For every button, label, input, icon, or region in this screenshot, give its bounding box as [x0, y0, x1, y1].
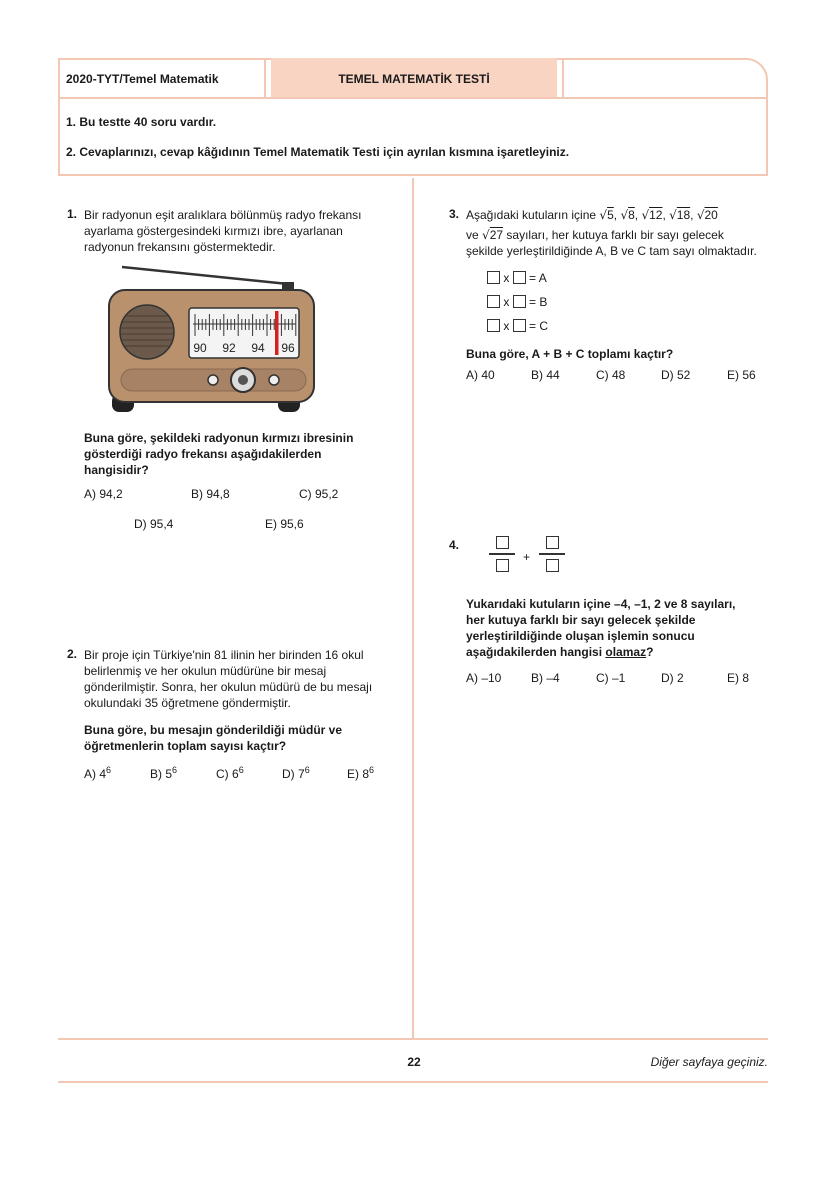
- radio-figure: [100, 262, 330, 422]
- q1-option-d[interactable]: D) 95,4: [134, 517, 174, 531]
- question-1-text-line: Bir radyonun eşit aralıklara bölünmüş radyo frekansı: [84, 208, 362, 222]
- q4-option-e[interactable]: E) 8: [727, 671, 750, 685]
- sqrt-symbol: √: [669, 208, 677, 222]
- question-2-prompt-line: Buna göre, bu mesajın gönderildiği müdür ve: [84, 723, 343, 737]
- question-4-prompt: [466, 596, 786, 660]
- question-3-prompt: Buna göre, A + B + C toplamı kaçtır?: [466, 347, 674, 361]
- box-row-c: [487, 318, 548, 334]
- times-sign: x: [503, 271, 510, 285]
- q1-option-a[interactable]: A) 94,2: [84, 487, 123, 501]
- option-letter: D): [282, 767, 298, 781]
- column-divider: [412, 178, 414, 1038]
- question-4-prompt-line: Yukarıdaki kutuların içine –4, –1, 2 ve 8 sayıları,: [466, 597, 736, 611]
- question-1-prompt-line: gösterdiği radyo frekansı aşağıdakilerden: [84, 447, 322, 461]
- q3-option-a[interactable]: A) 40: [466, 368, 495, 382]
- question-1-prompt: [84, 430, 404, 478]
- fraction-bar: [539, 553, 565, 555]
- question-1-text-line: radyonun frekansını göstermektedir.: [84, 240, 276, 254]
- q3-option-c[interactable]: C) 48: [596, 368, 626, 382]
- dial-label-96: 96: [281, 341, 295, 355]
- question-3-text: sayıları, her kutuya farklı bir sayı gelecek: [506, 228, 724, 242]
- q4-option-a[interactable]: A) –10: [466, 671, 502, 685]
- q2-option-a[interactable]: [84, 765, 111, 781]
- question-4-prompt-line: [466, 644, 786, 660]
- fraction-left: [489, 536, 515, 572]
- option-letter: C): [216, 767, 232, 781]
- dial-label-90: 90: [193, 341, 207, 355]
- q1-option-b[interactable]: B) 94,8: [191, 487, 230, 501]
- times-sign: x: [503, 295, 510, 309]
- answer-box: [487, 319, 500, 332]
- row-result: = B: [529, 295, 548, 309]
- dial-label-92: 92: [222, 341, 236, 355]
- control-button-right: [269, 375, 279, 385]
- option-exponent: 6: [106, 765, 112, 775]
- sqrt-symbol: √: [641, 208, 650, 222]
- question-4-prompt-line: her kutuya farklı bir sayı gelecek şekilde: [466, 613, 696, 627]
- answer-box: [513, 271, 526, 284]
- question-3-ve: ve: [466, 228, 479, 242]
- q3-option-e[interactable]: E) 56: [727, 368, 756, 382]
- header-left-title: 2020-TYT/Temel Matematik: [66, 72, 219, 86]
- question-2-text-line: Bir proje için Türkiye'nin 81 ilinin her birinden 16 okul: [84, 648, 364, 662]
- page-number: 22: [407, 1055, 421, 1069]
- header-separator: [562, 58, 564, 98]
- option-letter: A): [84, 767, 100, 781]
- prompt-text: ?: [646, 645, 654, 659]
- question-3-line-1: Aşağıdaki kutuların içine √5, √8, √12, √18, √20: [466, 208, 718, 222]
- option-base: 7: [298, 767, 305, 781]
- radio-antenna: [122, 267, 288, 284]
- answer-box: [513, 319, 526, 332]
- q3-option-b[interactable]: B) 44: [531, 368, 560, 382]
- box-row-b: [487, 294, 547, 310]
- q4-option-b[interactable]: B) –4: [531, 671, 560, 685]
- question-2-number: 2.: [67, 647, 78, 661]
- denominator-box: [546, 559, 559, 572]
- question-3-text: Aşağıdaki kutuların içine: [466, 208, 597, 222]
- radicand: 8: [628, 208, 635, 222]
- option-exponent: 6: [172, 765, 178, 775]
- header-separator: [264, 58, 266, 98]
- question-3-number: 3.: [449, 207, 460, 221]
- option-base: 8: [362, 767, 370, 781]
- radicand: 18: [676, 208, 691, 222]
- q4-option-c[interactable]: C) –1: [596, 671, 626, 685]
- answer-box: [487, 271, 500, 284]
- q1-option-e[interactable]: E) 95,6: [265, 517, 304, 531]
- question-1-number: 1.: [67, 207, 78, 221]
- option-exponent: 6: [304, 765, 310, 775]
- header-divider: [58, 97, 768, 99]
- tuning-knob-inner: [238, 375, 248, 385]
- radio-speaker: [120, 305, 174, 359]
- plus-sign: +: [523, 550, 531, 564]
- radicand: 27: [489, 228, 504, 242]
- sqrt-symbol: √: [696, 208, 705, 222]
- red-needle: [275, 311, 279, 355]
- answer-box: [513, 295, 526, 308]
- question-2-text-line: okulundaki 35 öğretmene göndermiştir.: [84, 696, 291, 710]
- q2-option-d[interactable]: [282, 765, 310, 781]
- radicand: 20: [704, 208, 718, 222]
- question-1-prompt-line: hangisidir?: [84, 463, 149, 477]
- option-base: 6: [232, 767, 239, 781]
- times-sign: x: [503, 319, 510, 333]
- question-2-text-line: belirlenmiş ve her okulun müdürüne bir mesaj: [84, 664, 327, 678]
- question-4-number: 4.: [449, 538, 460, 552]
- numerator-box: [546, 536, 559, 549]
- sqrt-symbol: √: [620, 208, 629, 222]
- question-1-prompt-line: Buna göre, şekildeki radyonun kırmızı ibresinin: [84, 431, 354, 445]
- option-letter: E): [347, 767, 363, 781]
- next-page-note: Diğer sayfaya geçiniz.: [650, 1055, 768, 1069]
- control-button-left: [208, 375, 218, 385]
- q2-option-e[interactable]: [347, 765, 374, 781]
- row-result: = C: [529, 319, 549, 333]
- radicand: 12: [649, 208, 663, 222]
- q2-option-c[interactable]: [216, 765, 244, 781]
- question-1-text-line: ayarlama göstergesindeki kırmızı ibre, ayarlanan: [84, 224, 343, 238]
- box-row-a: [487, 270, 547, 286]
- sqrt-symbol: √: [599, 208, 608, 222]
- question-2-text: [84, 647, 404, 711]
- option-letter: B): [150, 767, 166, 781]
- question-2-prompt-line: öğretmenlerin toplam sayısı kaçtır?: [84, 739, 287, 753]
- denominator-box: [496, 559, 509, 572]
- question-2-prompt: [84, 722, 404, 754]
- option-exponent: 6: [238, 765, 244, 775]
- instruction-2: 2. Cevaplarınızı, cevap kâğıdının Temel Matematik Testi için ayrılan kısmına işaretleyiniz.: [66, 145, 570, 159]
- option-exponent: 6: [369, 765, 375, 775]
- question-3-line-2: [466, 227, 724, 243]
- question-1-text: [84, 207, 404, 255]
- answer-box: [487, 295, 500, 308]
- option-base: 4: [99, 767, 107, 781]
- fraction-right: [539, 536, 565, 572]
- numerator-box: [496, 536, 509, 549]
- instruction-1: 1. Bu testte 40 soru vardır.: [66, 115, 217, 129]
- q1-option-c[interactable]: C) 95,2: [299, 487, 339, 501]
- row-result: = A: [529, 271, 547, 285]
- dial-label-94: 94: [251, 341, 265, 355]
- header-center-title: TEMEL MATEMATİK TESTİ: [338, 72, 490, 86]
- prompt-emphasis: olamaz: [605, 645, 647, 659]
- sqrt-symbol: √: [482, 228, 490, 242]
- option-base: 5: [165, 767, 173, 781]
- prompt-text: aşağıdakilerden hangisi: [466, 645, 606, 659]
- question-2-text-line: gönderilmiştir. Sonra, her okulun müdürü de bu mesajı: [84, 680, 373, 694]
- radicand: 5: [607, 208, 614, 222]
- footer-line-top: [58, 1038, 768, 1040]
- footer-line-bottom: [58, 1081, 768, 1083]
- question-3-line-3: şekilde yerleştirildiğinde A, B ve C tam sayı olmaktadır.: [466, 244, 757, 258]
- q4-option-d[interactable]: D) 2: [661, 671, 684, 685]
- fraction-bar: [489, 553, 515, 555]
- q2-option-b[interactable]: [150, 765, 177, 781]
- q3-option-d[interactable]: D) 52: [661, 368, 691, 382]
- question-4-prompt-line: yerleştirildiğinde oluşan işlemin sonucu: [466, 629, 695, 643]
